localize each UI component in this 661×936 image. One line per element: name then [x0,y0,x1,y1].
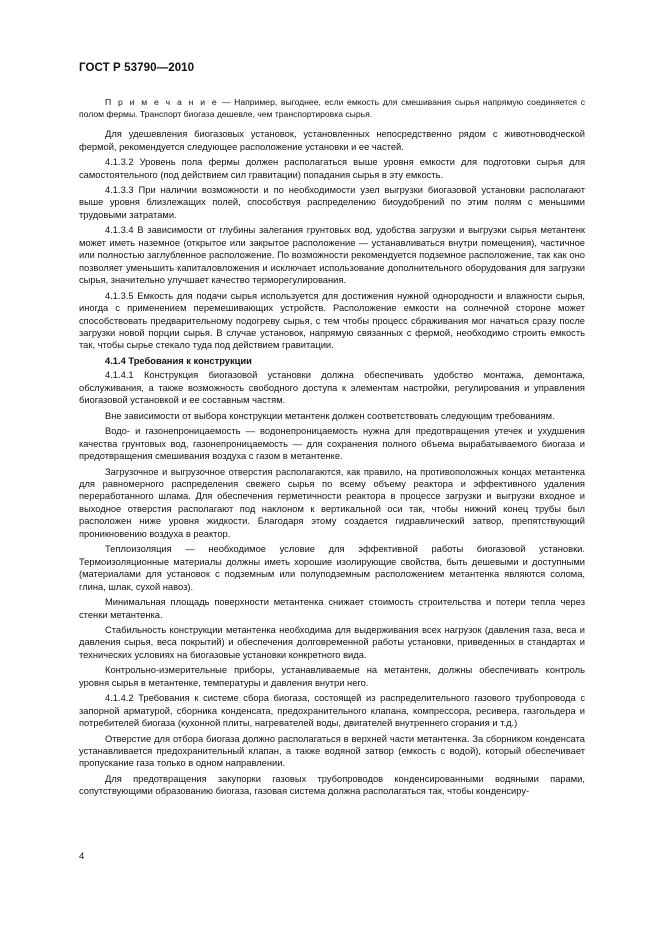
paragraph: Загрузочное и выгрузочное отверстия располагаются, как правило, на противоположных концах метантенка для равномерного распределения свежего сырья по всему объему реактора и эффективного удаления переработанного шлама. Для обеспечения герметичности реактора в процессе загрузки и выгрузки входное и выходное отверстия располагают под наклоном к вертикальной оси так, чтобы нижний конец трубы был расположен ниже уровня жидкости. Благодаря этому создается гидравлический затвор, препятствующий проникновению воздуха в реактор. [79,466,585,539]
paragraph: Отверстие для отбора биогаза должно располагаться в верхней части метантенка. За сборником конденсата устанавливается предохранительный клапан, а также водяной затвор (емкость с водой), который обеспечивает пропускание газа только в одном направлении. [79,733,585,769]
paragraph: 4.1.3.3 При наличии возможности и по необходимости узел выгрузки биогазовой установки располагают выше уровня близлежащих полей, способствуя распределению биоудобрений по этим полям с меньшими трудовыми затратами. [79,185,585,220]
document-body [79,97,585,801]
paragraph: 4.1.3.2 Уровень пола фермы должен располагаться выше уровня емкости для подготовки сырья для самостоятельного (под действием сил гравитации) попадания сырья в эту емкость. [79,157,585,180]
paragraph: Для удешевления биогазовых установок, установленных непосредственно рядом с животноводческой фермой, рекомендуется следующее расположение установки и ее частей. [79,129,585,152]
paragraph: 4.1.3.4 В зависимости от глубины залегания грунтовых вод, удобства загрузки и выгрузки сырья метантенк может иметь наземное (открытое или закрытое расположение — устанавливаться внутри помещения), частичное или полностью заглубленное расположение. По возможности рекомендуется подземное расположение, так как оно позволяет уменьшить капиталовложения и исключает использование дополнительного оборудования для загрузки сырья, значительно улучшает качество терморегулирования. [79,225,585,286]
paragraph: Теплоизоляция — необходимое условие для эффективной работы биогазовой установки. Термоизоляционные материалы должны иметь хорошие изолирующие свойства, быть дешевыми и доступными (материалами для установок с подземным или полуподземным расположением метантенка являются солома, глина, шлак, сухой навоз). [79,544,585,592]
paragraph: 4.1.4.2 Требования к системе сбора биогаза, состоящей из распределительного газового трубопровода с запорной арматурой, сборника конденсата, предохранительного клапана, компрессора, ресивера, газгольдера и потребителей биогаза (кухонной плиты, нагревателей воды, двигателей внутреннего сгорания и т.д.) [79,693,585,729]
paragraph: Стабильность конструкции метантенка необходима для выдерживания всех нагрузок (давления газа, веса и давления сырья, веса покрытий) и обеспечения долговременной работы установки, приведенных в стандартах и технических условиях на биогазовые установки конкретного вида. [79,624,585,660]
page-number: 4 [79,851,85,862]
paragraph: 4.1.3.5 Емкость для подачи сырья используется для достижения нужной однородности и влажности сырья, иногда с применением перемешивающих устройств. Расположение емкости на солнечной стороне может способствовать предварительному подогреву сырья, с тем чтобы процесс сбраживания мог начаться сразу после загрузки новой порции сырья. В случае установок, напрямую связанных с фермой, необходимо строить емкость так, чтобы сырье стекало туда под действием гравитации. [79,290,585,351]
note-text: — Например, выгоднее, если емкость для смешивания сырья напрямую соединяется с полом фермы. Транспорт биогаза дешевле, чем транспортировка сырья. [79,97,585,119]
paragraph: 4.1.4.1 Конструкция биогазовой установки должна обеспечивать удобство монтажа, демонтажа, обслуживания, а также возможность свободного доступа к элементам настройки, регулирования и управления биогазовой установкой и ее составным частям. [79,370,585,406]
note-paragraph [79,97,585,120]
paragraph: Контрольно-измерительные приборы, устанавливаемые на метантенк, должны обеспечивать контроль уровня сырья в метантенке, температуры и давления внутри него. [79,665,585,688]
paragraph: Минимальная площадь поверхности метантенка снижает стоимость строительства и потери тепла через стенки метантенка. [79,597,585,620]
section-heading: 4.1.4 Требования к конструкции [105,355,252,366]
note-label: П р и м е ч а н и е [105,97,219,107]
page-header-standard-id: ГОСТ Р 53790—2010 [79,62,195,74]
paragraph: Вне зависимости от выбора конструкции метантенк должен соответствовать следующим требованиям. [105,410,555,421]
paragraph: Водо- и газонепроницаемость — водонепроницаемость нужна для предотвращения утечек и ухудшения качества грунтовых вод, газонепроницаемость — для сохранения полного объема вырабатываемого биогаза и предотвращения смешивания воздуха с газом в метантенке. [79,426,585,462]
paragraph: Для предотвращения закупорки газовых трубопроводов конденсированными водяными парами, сопутствующими образованию биогаза, газовая система должна располагаться так, чтобы конденсиру- [79,773,585,797]
